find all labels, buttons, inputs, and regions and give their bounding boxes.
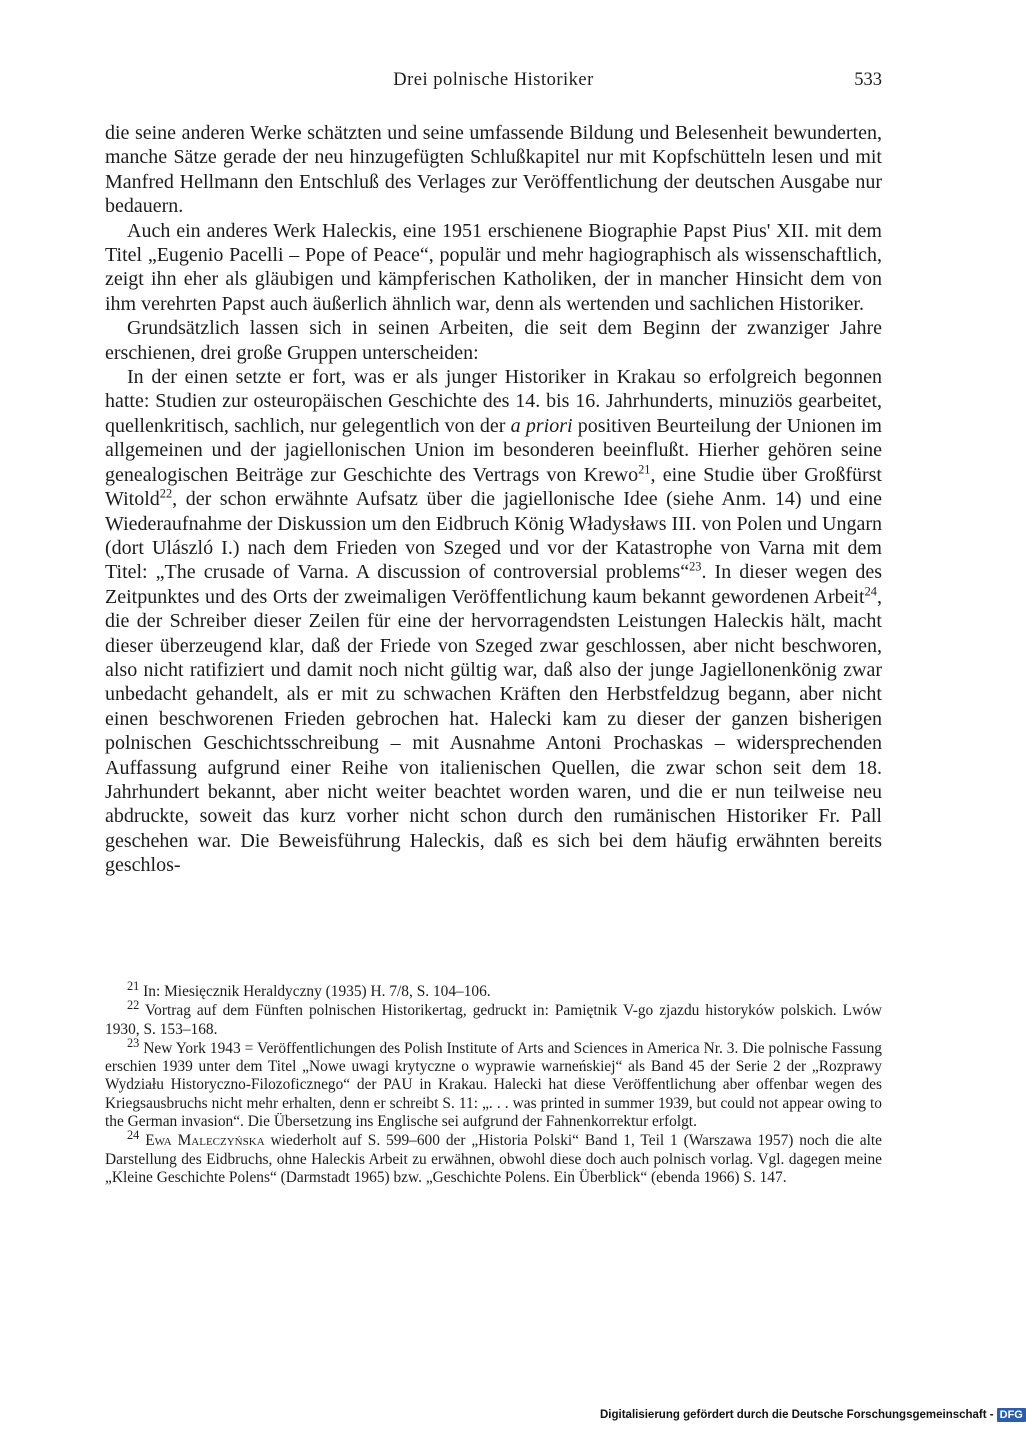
body-text [105, 121, 882, 878]
paragraph-2: Auch ein anderes Werk Haleckis, eine 1951 erschienene Biographie Papst Pius' XII. mit dem Titel „Eugenio Pacelli – Pope of Peace“, populär und mehr hagiographisch als wissenschaftlich, zeigt ihn eher als gläubigen und kämpferischen Katholiken, der in mancher Hinsicht dem von ihm verehrten Papst auch äußerlich ähnlich war, denn als wertenden und sachlichen Historiker. [105, 219, 882, 315]
paragraph-1: die seine anderen Werke schätzten und seine umfassende Bildung und Belesenheit bewunderten, manche Sätze gerade der neu hinzugefügten Schlußkapitel nur mit Kopfschütteln lesen und mit Manfred Hellmann den Entschluß des Verlages zur Veröffentlichung der deutschen Ausgabe nur bedauern. [105, 122, 882, 218]
paragraph-4-text-b: positiven Beurteilung der Unionen im allgemeinen und der jagiellonischen Union im besonderen beeinflußt. Hierher gehören seine genealogischen Beiträge zur Geschichte des Vertrags von Krewo [105, 414, 882, 486]
footnote-22 [105, 998, 882, 1039]
footnote-author: Ewa Maleczyńska [145, 1132, 265, 1150]
italic-a-priori: a priori [510, 414, 573, 437]
page-number: 533 [854, 70, 882, 90]
footnote-text: wiederholt auf S. 599–600 der „Historia Polski“ Band 1, Teil 1 (Warszawa 1957) noch die alte Darstellung des Eidbruchs, ohne Haleckis Arbeit zu erwähnen, obwohl diese doch auch polnisch vorlag. Vgl. dagegen meine „Kleine Geschichte Polens“ (Darmstadt 1965) bzw. „Geschichte Polens. Ein Überblick“ (ebenda 1966) S. 147. [105, 1132, 882, 1186]
footnote-number: 24 [127, 1128, 140, 1143]
credit-text: Digitalisierung gefördert durch die Deutsche Forschungsgemeinschaft - [600, 1409, 994, 1421]
page-header [105, 70, 882, 94]
paragraph-4-text-e: . In dieser wegen des Zeitpunktes und des Orts der zweimaligen Veröffentlichung kaum bekannt gewordenen Arbeit [105, 561, 882, 608]
footnote-ref-21[interactable]: 21 [638, 462, 651, 477]
digitization-credit [600, 1408, 1023, 1426]
paragraph-4-text-d: , der schon erwähnte Aufsatz über die jagiellonische Idee (siehe Anm. 14) und eine Wiederaufnahme der Diskussion um den Eidbruch König Władysławs III. von Polen und Ungarn (dort Ulászló I.) nach dem Frieden von Szeged und vor der Katastrophe von Varna mit dem Titel: „The crusade of Varna. A discussion of controversial problems“ [105, 488, 882, 584]
running-title: Drei polnische Historiker [393, 70, 594, 90]
footnote-number: 21 [127, 978, 140, 993]
paragraph-4-text-f: , die der Schreiber dieser Zeilen für eine der hervorragendsten Leistungen Haleckis hält, macht dieser überzeugend klar, daß der Friede von Szeged zwar geschlossen, aber nicht beschworen, also nicht ratifiziert und damit noch nicht gültig war, daß also der junge Jagiellonenkönig zwar unbedacht gehandelt, als er mit zu schwachen Kräften den Herbstfeldzug begann, aber nicht einen beschworenen Frieden gebrochen hat. Halecki kam zu dieser der ganzen bisherigen polnischen Geschichtsschreibung – mit Ausnahme Antoni Prochaskas – widersprechenden Auffassung aufgrund einer Reihe von italienischen Quellen, die zwar schon seit dem 18. Jahrhundert bekannt, aber nicht weiter beachtet worden waren, und die er nun teilweise neu abdruckte, soweit das kurz vorher nicht schon durch den rumänischen Historiker Fr. Pall geschehen war. Die Beweisführung Haleckis, daß es sich bei dem häufig erwähnten bereits geschlos- [105, 585, 882, 877]
footnote-text: In: Miesięcznik Heraldyczny (1935) H. 7/8, S. 104–106. [139, 983, 491, 1000]
paragraph-4 [105, 365, 882, 878]
footnote-number: 22 [127, 998, 140, 1013]
footnote-ref-23[interactable]: 23 [689, 559, 702, 574]
footnote-text: Vortrag auf dem Fünften polnischen Historikertag, gedruckt in: Pamiętnik V-go zjazdu historyków polskich. Lwów 1930, S. 153–168. [105, 1002, 882, 1038]
footnote-ref-24[interactable]: 24 [864, 584, 877, 599]
footnote-21 [105, 978, 882, 1001]
footnotes [105, 978, 882, 1187]
paragraph-3: Grundsätzlich lassen sich in seinen Arbeiten, die seit dem Beginn der zwanziger Jahre erschienen, drei große Gruppen unterscheiden: [105, 317, 882, 364]
dfg-logo[interactable]: DFG [997, 1408, 1026, 1422]
paragraph-4-text-a: In der einen setzte er fort, was er als junger Historiker in Krakau so erfolgreich begonnen hatte: Studien zur osteuropäischen Geschichte des 14. bis 16. Jahrhunderts, minuziös gearbeitet, quellenkritisch, sachlich, nur gelegentlich von der [105, 366, 882, 437]
footnote-23 [105, 1035, 882, 1131]
paragraph-4-text-c: , eine Studie über Großfürst Witold [105, 463, 882, 511]
footnote-number: 23 [127, 1035, 140, 1050]
footnote-24 [105, 1128, 882, 1187]
footnote-ref-22[interactable]: 22 [159, 486, 173, 501]
footnote-text: New York 1943 = Veröffentlichungen des Polish Institute of Arts and Sciences in America Nr. 3. Die polnische Fassung erschien 1939 unter dem Titel „Nowe uwagi krytyczne o wyprawie warneńskiej“ als Band 45 der Serie 2 der „Rozprawy Wydziału Historyczno-Filozoficznego“ der PAU in Krakau. Halecki hat diese Veröffentlichung aber offenbar wegen des Kriegsausbruchs nicht mehr erhalten, denn er schreibt S. 11: „. . . was printed in summer 1939, but could not appear owing to the German invasion“. Die Übersetzung ins Englische sei aufgrund der Fahnenkorrektur erfolgt. [105, 1039, 882, 1131]
